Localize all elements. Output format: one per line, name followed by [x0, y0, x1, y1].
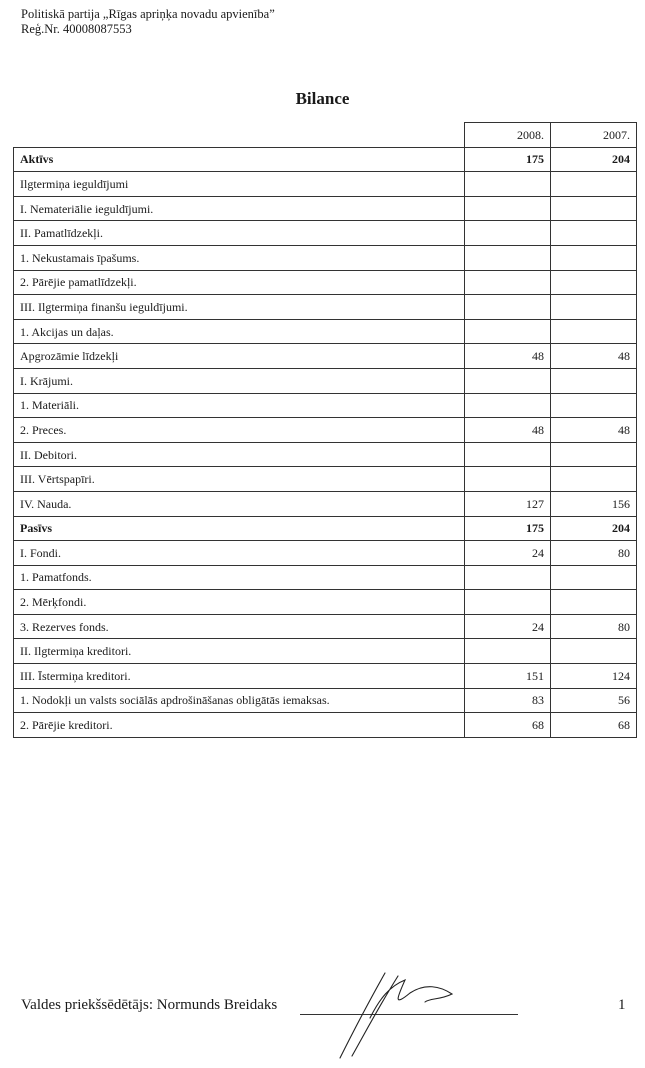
- value-2008-cell: 24: [465, 614, 551, 639]
- table-row: [14, 688, 637, 713]
- registration-number: Reģ.Nr. 40008087553: [21, 22, 132, 36]
- row-label: I. Krājumi.: [14, 368, 465, 393]
- value-2008-cell: [465, 221, 551, 246]
- value-2008-cell: 48: [465, 344, 551, 369]
- value-2007-cell: [551, 467, 637, 492]
- value-2007-cell: [551, 172, 637, 197]
- value-2007-cell: 68: [551, 713, 637, 738]
- table-row: [14, 270, 637, 295]
- signatory-line: Valdes priekšsēdētājs: Normunds Breidaks: [21, 997, 278, 1013]
- value-2007-cell: [551, 393, 637, 418]
- table-row: [14, 516, 637, 541]
- row-label: II. Ilgtermiņa kreditori.: [14, 639, 465, 664]
- value-2007-cell: 48: [551, 418, 637, 443]
- value-2008-cell: 127: [465, 491, 551, 516]
- value-2008-cell: [465, 319, 551, 344]
- table-row: [14, 442, 637, 467]
- table-row: [14, 172, 637, 197]
- party-name: Politiskā partija „Rīgas apriņķa novadu apvienība”: [21, 7, 275, 21]
- value-2007-cell: 56: [551, 688, 637, 713]
- row-label: III. Vērtspapīri.: [14, 467, 465, 492]
- row-label: Apgrozāmie līdzekļi: [14, 344, 465, 369]
- row-label: III. Īstermiņa kreditori.: [14, 664, 465, 689]
- value-2008-cell: [465, 590, 551, 615]
- row-label: I. Nemateriālie ieguldījumi.: [14, 196, 465, 221]
- value-2008-cell: [465, 368, 551, 393]
- document-header: [21, 7, 275, 37]
- value-2007-cell: [551, 245, 637, 270]
- value-2007-cell: 204: [551, 147, 637, 172]
- value-2007-cell: [551, 196, 637, 221]
- row-label: II. Debitori.: [14, 442, 465, 467]
- value-2007-cell: 80: [551, 541, 637, 566]
- year-2007-header: 2007.: [551, 123, 637, 148]
- row-label: 2. Mērķfondi.: [14, 590, 465, 615]
- row-label: 1. Nekustamais īpašums.: [14, 245, 465, 270]
- value-2007-cell: [551, 221, 637, 246]
- table-row: [14, 245, 637, 270]
- table-row: [14, 319, 637, 344]
- table-row: [14, 565, 637, 590]
- value-2007-cell: 48: [551, 344, 637, 369]
- table-row: [14, 467, 637, 492]
- row-label: 2. Preces.: [14, 418, 465, 443]
- row-label: 1. Akcijas un daļas.: [14, 319, 465, 344]
- row-label: 1. Materiāli.: [14, 393, 465, 418]
- table-header-row: [14, 123, 637, 148]
- value-2008-cell: [465, 442, 551, 467]
- value-2007-cell: 124: [551, 664, 637, 689]
- table-row: [14, 344, 637, 369]
- value-2008-cell: 151: [465, 664, 551, 689]
- table-row: [14, 664, 637, 689]
- table-row: [14, 295, 637, 320]
- signature-scribble: [330, 968, 460, 1063]
- row-label: 2. Pārējie kreditori.: [14, 713, 465, 738]
- table-row: [14, 221, 637, 246]
- value-2008-cell: [465, 565, 551, 590]
- value-2008-cell: 68: [465, 713, 551, 738]
- table-row: [14, 196, 637, 221]
- year-2008-header: 2008.: [465, 123, 551, 148]
- value-2007-cell: [551, 442, 637, 467]
- value-2008-cell: [465, 467, 551, 492]
- value-2008-cell: [465, 639, 551, 664]
- value-2008-cell: [465, 245, 551, 270]
- value-2007-cell: [551, 295, 637, 320]
- value-2008-cell: [465, 172, 551, 197]
- value-2007-cell: [551, 590, 637, 615]
- value-2008-cell: 175: [465, 516, 551, 541]
- value-2008-cell: [465, 393, 551, 418]
- table-row: [14, 393, 637, 418]
- row-label: II. Pamatlīdzekļi.: [14, 221, 465, 246]
- row-label: 3. Rezerves fonds.: [14, 614, 465, 639]
- value-2007-cell: [551, 319, 637, 344]
- value-2008-cell: [465, 196, 551, 221]
- value-2008-cell: [465, 295, 551, 320]
- table-row: [14, 713, 637, 738]
- value-2007-cell: 80: [551, 614, 637, 639]
- row-label: I. Fondi.: [14, 541, 465, 566]
- value-2008-cell: 83: [465, 688, 551, 713]
- table-row: [14, 491, 637, 516]
- row-label: Ilgtermiņa ieguldījumi: [14, 172, 465, 197]
- row-label: Pasīvs: [14, 516, 465, 541]
- table-row: [14, 639, 637, 664]
- table-row: [14, 418, 637, 443]
- page-title: Bilance: [295, 89, 350, 108]
- value-2007-cell: 156: [551, 491, 637, 516]
- balance-table: [13, 122, 637, 738]
- table-row: [14, 368, 637, 393]
- header-blank-cell: [14, 123, 465, 148]
- value-2007-cell: 204: [551, 516, 637, 541]
- row-label: 1. Nodokļi un valsts sociālās apdrošināšanas obligātās iemaksas.: [14, 688, 465, 713]
- row-label: 2. Pārējie pamatlīdzekļi.: [14, 270, 465, 295]
- value-2007-cell: [551, 639, 637, 664]
- value-2007-cell: [551, 368, 637, 393]
- table-row: [14, 590, 637, 615]
- table-row: [14, 147, 637, 172]
- table-row: [14, 614, 637, 639]
- row-label: IV. Nauda.: [14, 491, 465, 516]
- value-2008-cell: [465, 270, 551, 295]
- row-label: III. Ilgtermiņa finanšu ieguldījumi.: [14, 295, 465, 320]
- table-row: [14, 541, 637, 566]
- row-label: 1. Pamatfonds.: [14, 565, 465, 590]
- page-number: 1: [618, 997, 626, 1013]
- value-2008-cell: 175: [465, 147, 551, 172]
- value-2008-cell: 48: [465, 418, 551, 443]
- value-2007-cell: [551, 565, 637, 590]
- value-2007-cell: [551, 270, 637, 295]
- value-2008-cell: 24: [465, 541, 551, 566]
- row-label: Aktīvs: [14, 147, 465, 172]
